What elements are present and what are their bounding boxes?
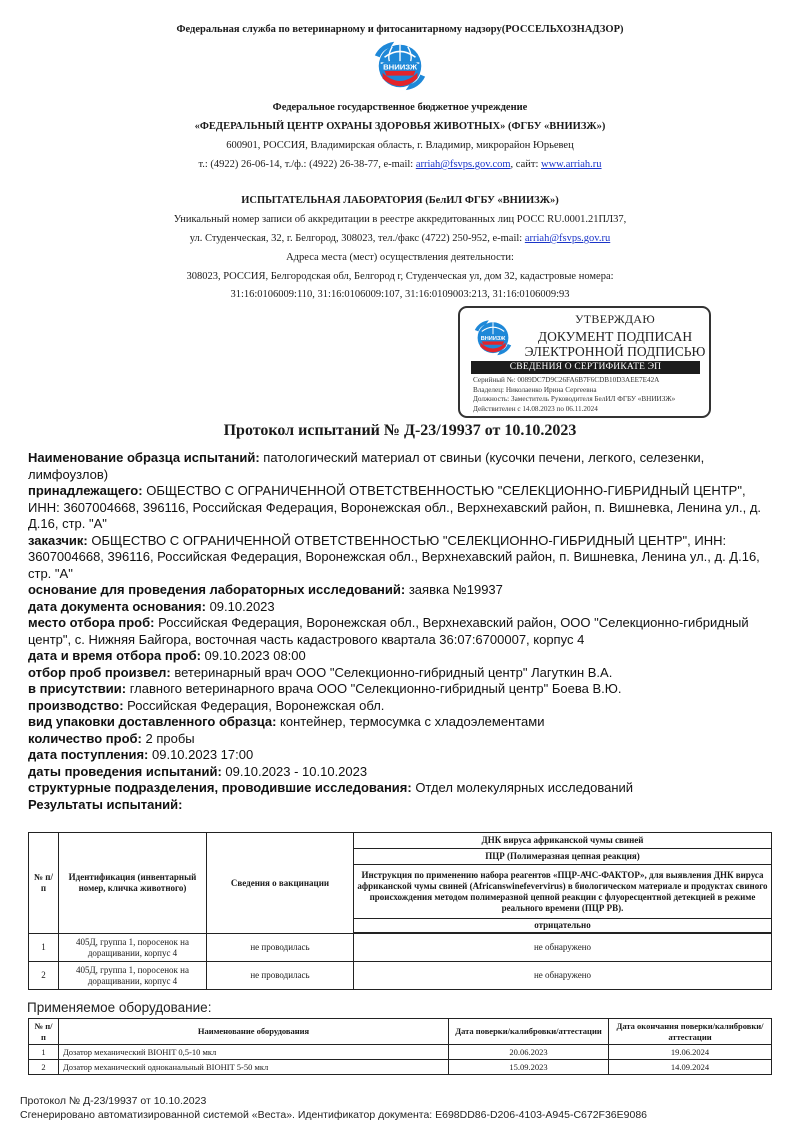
- field-label: в присутствии:: [28, 681, 127, 696]
- svg-text:ВНИИЗЖ: ВНИИЗЖ: [383, 62, 417, 72]
- institution-email-link[interactable]: arriah@fsvps.gov.com: [415, 159, 511, 170]
- equipment-table: [28, 1018, 772, 1075]
- site-label: , сайт:: [510, 159, 541, 170]
- eq-cell-name: Дозатор механический BIOHIT 0,5-10 мкл: [59, 1045, 449, 1060]
- agency-name: Федеральная служба по ветеринарному и фитосанитарному надзору(РОССЕЛЬХОЗНАДЗОР): [176, 24, 624, 35]
- field-label: отбор проб произвел:: [28, 664, 171, 680]
- field-value: Отдел молекулярных исследований: [411, 780, 634, 795]
- field-value: 09.10.2023: [205, 598, 275, 614]
- stamp-approve: УТВЕРЖДАЮ: [574, 312, 656, 326]
- field-sample-name: [28, 450, 780, 483]
- eq-col-end: Дата окончания поверки/калибровки/аттестации: [609, 1019, 772, 1045]
- col-header-method: ПЦР (Полимеразная цепная реакция): [354, 849, 772, 865]
- contacts-text: т.: (4922) 26-06-14, т./ф.: (4922) 26-38-77, e-mail:: [198, 159, 416, 170]
- sample-details: [28, 450, 780, 813]
- cell-result: не обнаружено: [354, 934, 772, 962]
- col-header-vaccination: Сведения о вакцинации: [207, 833, 354, 934]
- field-value: 09.10.2023 17:00: [148, 747, 254, 762]
- table-row: [29, 1045, 772, 1060]
- field-value: ОБЩЕСТВО С ОГРАНИЧЕННОЙ ОТВЕТСТВЕННОСТЬЮ "СЕЛЕКЦИОННО-ГИБРИДНЫЙ ЦЕНТР", ИНН: 3607004668, 396116, Российская Федерация, Воронежская обл., Верхнехавский район, п. Вишневка, Ленина ул., д. Д.16, стр. "А": [28, 483, 762, 531]
- eq-cell-num: 2: [29, 1060, 59, 1075]
- table-row: [29, 934, 772, 962]
- field-label: вид упаковки доставленного образца:: [28, 714, 277, 729]
- field-label: Наименование образца испытаний:: [28, 450, 260, 465]
- field-label: даты проведения испытаний:: [28, 763, 222, 779]
- col-header-target: ДНК вируса африканской чумы свиней: [354, 833, 772, 849]
- field-label: дата документа основания:: [28, 598, 206, 614]
- footer-generated: Сгенерировано автоматизированной системой «Веста». Идентификатор документа: E698DD86-D206-4103-A945-C672F36E9086: [20, 1109, 648, 1121]
- cell-identification: 405Д, группа 1, поросенок на доращивании, корпус 4: [59, 934, 207, 962]
- col-header-instruction: Инструкция по применению набора реагентов «ПЦР-АЧС-ФАКТОР», для выявления ДНК вируса африканской чумы свиней (Africanswinefevervirus) в биологическом материале и продуктах свиного происхождения методом полимеразной цепной реакции с флуоресцентной детекцией в режиме реального времени (ПЦР РВ).: [354, 865, 772, 919]
- field-test-dates: [28, 764, 780, 781]
- stamp-owner: Владелец: Николаенко Ирина Сергеевна: [473, 385, 597, 394]
- stamp-valid: Действителен с 14.08.2023 по 06.11.2024: [473, 404, 598, 413]
- lab-address: [0, 232, 800, 245]
- field-customer: [28, 533, 780, 583]
- cadastral-numbers: 31:16:0106009:110, 31:16:0106009:107, 31:16:0109003:213, 31:16:0106009:93: [230, 289, 570, 300]
- globe-logo-icon: [371, 36, 429, 94]
- institution-address: 600901, РОССИЯ, Владимирская область, г. Владимир, микрорайон Юрьевец: [226, 140, 574, 151]
- field-value: заявка №19937: [405, 582, 503, 597]
- field-value: контейнер, термосумка с хладоэлементами: [276, 714, 545, 729]
- field-label: количество проб:: [28, 730, 142, 746]
- globe-logo-icon: [472, 316, 514, 358]
- field-departments: [28, 780, 780, 797]
- field-basis-date: [28, 599, 780, 616]
- institution-name: «ФЕДЕРАЛЬНЫЙ ЦЕНТР ОХРАНЫ ЗДОРОВЬЯ ЖИВОТНЫХ» (ФГБУ «ВНИИЗЖ»): [194, 121, 606, 132]
- cell-identification: 405Д, группа 1, поросенок на доращивании, корпус 4: [59, 962, 207, 990]
- eq-cell-end: 14.09.2024: [609, 1060, 772, 1075]
- institution-site-link[interactable]: www.arriah.ru: [541, 159, 602, 170]
- results-table: [28, 832, 772, 990]
- field-receipt-date: [28, 747, 780, 764]
- col-header-norm: отрицательно: [354, 919, 772, 933]
- stamp-position: Должность: Заместитель Руководителя БелИЛ ФГБУ «ВНИИЗЖ»: [473, 395, 676, 404]
- e-signature-stamp: [458, 306, 711, 418]
- field-value: Российская Федерация, Воронежская обл., Верхнехавский район, ООО "Селекционно-гибридный центр", с. Нижняя Байгора, восточная часть кадастрового квартала 36:07:6700007, корпус 4: [28, 615, 749, 647]
- stamp-logo: [472, 316, 514, 358]
- field-value: 2 пробы: [141, 730, 195, 746]
- field-value: 09.10.2023 08:00: [200, 648, 306, 663]
- field-label: основание для проведения лабораторных исследований:: [28, 582, 406, 597]
- cell-num: 1: [29, 934, 59, 962]
- field-value: 09.10.2023 - 10.10.2023: [221, 763, 368, 779]
- field-label: структурные подразделения, проводившие исследования:: [28, 780, 412, 795]
- table-row: [29, 1060, 772, 1075]
- field-sampled-by: [28, 665, 780, 682]
- field-label: заказчик:: [28, 532, 88, 548]
- stamp-cert-info: [473, 376, 708, 414]
- lab-name: ИСПЫТАТЕЛЬНАЯ ЛАБОРАТОРИЯ (БелИЛ ФГБУ «ВНИИЗЖ»): [241, 195, 559, 206]
- table-row: [29, 962, 772, 990]
- field-sampling-datetime: [28, 648, 780, 665]
- institution-type: Федеральное государственное бюджетное учреждение: [272, 102, 528, 113]
- field-value: главного ветеринарного врача ООО "Селекционно-гибридный центр" Боева В.Ю.: [126, 681, 622, 696]
- activity-label: Адреса места (мест) осуществления деятельности:: [286, 252, 514, 263]
- eq-col-num: № п/п: [29, 1019, 59, 1045]
- col-header-num: № п/п: [29, 833, 59, 934]
- lab-address-text: ул. Студенческая, 32, г. Белгород, 308023, тел./факс (4722) 250-952, e-mail:: [189, 233, 525, 244]
- footer-protocol-ref: Протокол № Д-23/19937 от 10.10.2023: [20, 1095, 207, 1107]
- lab-email-link[interactable]: arriah@fsvps.gov.ru: [524, 233, 611, 244]
- results-heading: [28, 797, 780, 814]
- cell-vaccination: не проводилась: [207, 934, 354, 962]
- eq-cell-end: 19.06.2024: [609, 1045, 772, 1060]
- field-packaging: [28, 714, 780, 731]
- field-value: Российская Федерация, Воронежская обл.: [123, 697, 385, 713]
- activity-address: 308023, РОССИЯ, Белгородская обл, Белгород г, Студенческая ул, дом 32, кадастровые номера:: [186, 271, 614, 282]
- field-basis: [28, 582, 780, 599]
- eq-col-date: Дата поверки/калибровки/аттестации: [449, 1019, 609, 1045]
- stamp-cert-bar: СВЕДЕНИЯ О СЕРТИФИКАТЕ ЭП: [471, 361, 700, 374]
- field-owner: [28, 483, 780, 533]
- eq-cell-date: 20.06.2023: [449, 1045, 609, 1060]
- lab-accreditation: Уникальный номер записи об аккредитации в реестре аккредитованных лиц РОСС RU.0001.21ПЛ37,: [173, 214, 627, 225]
- stamp-signed-line2: ЭЛЕКТРОННОЙ ПОДПИСЬЮ: [524, 344, 706, 359]
- field-sampling-place: [28, 615, 780, 648]
- cell-result: не обнаружено: [354, 962, 772, 990]
- field-value: ОБЩЕСТВО С ОГРАНИЧЕННОЙ ОТВЕТСТВЕННОСТЬЮ "СЕЛЕКЦИОННО-ГИБРИДНЫЙ ЦЕНТР", ИНН: 3607004668, 396116, Российская Федерация, Воронежская обл., Верхнехавский район, п. Вишневка, Ленина ул., д. Д.16, стр. "А": [28, 532, 760, 581]
- eq-cell-num: 1: [29, 1045, 59, 1060]
- cell-num: 2: [29, 962, 59, 990]
- vniizzh-logo: [371, 36, 429, 94]
- eq-cell-date: 15.09.2023: [449, 1060, 609, 1075]
- equipment-title: Применяемое оборудование:: [27, 1000, 212, 1015]
- protocol-title: Протокол испытаний № Д-23/19937 от 10.10.2023: [223, 422, 577, 439]
- field-label: производство:: [28, 697, 124, 713]
- eq-cell-name: Дозатор механический одноканальный BIOHIT 5-50 мкл: [59, 1060, 449, 1075]
- field-label: дата и время отбора проб:: [28, 648, 201, 663]
- field-label: Результаты испытаний:: [28, 796, 183, 812]
- field-value: патологический материал от свиньи (кусочки печени, легкого, селезенки, лимфоузлов): [28, 450, 705, 482]
- institution-contacts: [0, 158, 800, 171]
- field-label: место отбора проб:: [28, 615, 155, 630]
- svg-text:ВНИИЗЖ: ВНИИЗЖ: [480, 336, 506, 343]
- eq-col-name: Наименование оборудования: [59, 1019, 449, 1045]
- stamp-serial: Серийный №: 0089DC7D9C26FA6B7F6CDB10D3AEE7E42A: [473, 376, 660, 384]
- cell-vaccination: не проводилась: [207, 962, 354, 990]
- field-sample-count: [28, 731, 780, 748]
- stamp-signed-line1: ДОКУМЕНТ ПОДПИСАН: [537, 329, 693, 344]
- page-footer: [20, 1094, 647, 1122]
- field-in-presence: [28, 681, 780, 698]
- field-label: принадлежащего:: [28, 483, 143, 498]
- field-label: дата поступления:: [28, 747, 149, 762]
- field-production: [28, 698, 780, 715]
- field-value: ветеринарный врач ООО "Селекционно-гибридный центр" Лагуткин В.А.: [170, 664, 613, 680]
- col-header-identification: Идентификация (инвентарный номер, кличка животного): [59, 833, 207, 934]
